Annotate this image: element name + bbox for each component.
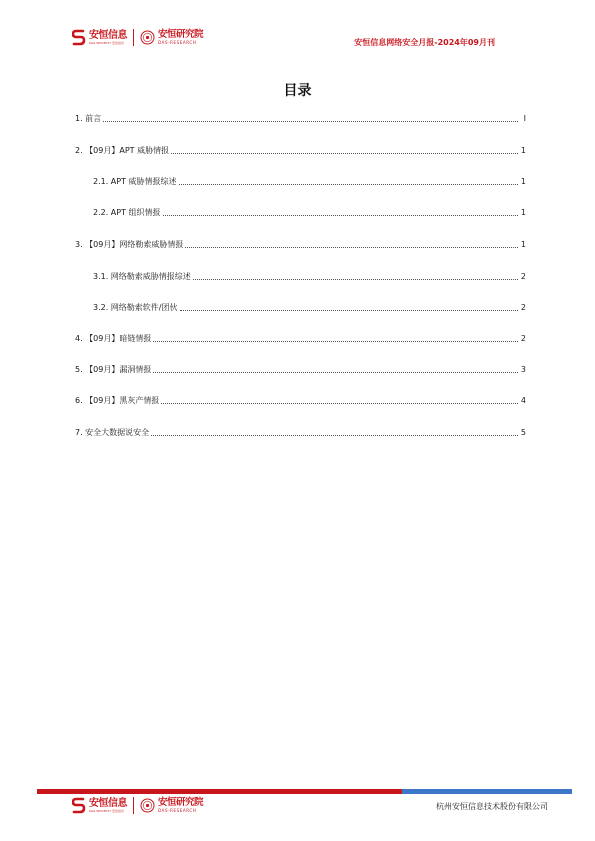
footer-bar-red xyxy=(37,789,402,794)
toc-subentry[interactable] xyxy=(75,173,526,187)
research-name: 安恒研究院 xyxy=(158,797,204,808)
toc-leader-dots xyxy=(103,120,518,122)
toc-entry-label: 7. 安全大数据说安全 xyxy=(75,428,150,437)
toc-leader-dots xyxy=(151,434,518,436)
toc-leader-dots xyxy=(179,183,518,185)
logo-subtitle: DAS-SECURITY 安恒信息 xyxy=(89,809,124,813)
footer-company-name: 杭州安恒信息技术股份有限公司 xyxy=(436,802,548,811)
logo-separator xyxy=(133,797,134,814)
toc-leader-dots xyxy=(153,371,518,373)
toc-subentry[interactable] xyxy=(75,204,526,218)
logo-name: 安恒信息 xyxy=(89,30,127,41)
das-logo-icon xyxy=(72,29,86,46)
toc-title: 目录 xyxy=(283,83,312,99)
toc-entry[interactable] xyxy=(75,330,526,344)
toc-leader-dots xyxy=(185,246,518,248)
toc-leader-dots xyxy=(161,402,518,404)
das-logo-icon xyxy=(72,797,86,814)
toc-entry-page: 4 xyxy=(520,396,526,405)
toc-entry-label: 3. 【09月】网络勒索威胁情报 xyxy=(75,240,184,249)
toc-entry-page: 2 xyxy=(520,303,526,312)
research-seal-icon xyxy=(140,798,155,813)
toc-leader-dots xyxy=(193,278,518,280)
toc-entry-page: 1 xyxy=(520,177,526,186)
toc-entry[interactable] xyxy=(75,361,526,375)
logo-separator xyxy=(133,29,134,46)
research-subtitle: DAS-RESEARCH xyxy=(158,808,197,813)
toc-entry-page: 1 xyxy=(520,208,526,217)
research-name: 安恒研究院 xyxy=(158,29,204,40)
toc-entry-label: 4. 【09月】暗链情报 xyxy=(75,334,152,343)
research-seal-icon xyxy=(140,30,155,45)
toc-entry-label: 2.2. APT 组织情报 xyxy=(93,208,161,217)
toc-entry[interactable] xyxy=(75,424,526,438)
toc-entry-page: 5 xyxy=(520,428,526,437)
toc-entry-page: 1 xyxy=(520,240,526,249)
toc-leader-dots xyxy=(153,340,518,342)
toc-entry-page: 1 xyxy=(520,146,526,155)
toc-entry-label: 2. 【09月】APT 威胁情报 xyxy=(75,146,170,155)
toc-entry-label: 2.1. APT 威胁情报综述 xyxy=(93,177,177,186)
toc-entry[interactable] xyxy=(75,142,526,156)
toc-entry-label: 3.2. 网络勒索软件/团伙 xyxy=(93,303,178,312)
toc-entry[interactable] xyxy=(75,236,526,250)
toc-subentry[interactable] xyxy=(75,299,526,313)
footer-color-bar xyxy=(37,789,572,794)
toc-leader-dots xyxy=(180,309,518,311)
toc-entry-label: 1. 前言 xyxy=(75,114,102,123)
toc-subentry[interactable] xyxy=(75,268,526,282)
toc-entry-label: 3.1. 网络勒索威胁情报综述 xyxy=(93,272,191,281)
toc-entry-label: 5. 【09月】漏洞情报 xyxy=(75,365,152,374)
logo-name: 安恒信息 xyxy=(89,798,127,809)
report-header-title: 安恒信息网络安全月报-2024年09月刊 xyxy=(354,38,495,47)
toc-entry[interactable] xyxy=(75,392,526,406)
logo-subtitle: DAS-SECURITY 安恒信息 xyxy=(89,41,124,45)
footer-logo xyxy=(72,797,203,814)
toc-leader-dots xyxy=(163,214,518,216)
toc-leader-dots xyxy=(171,152,518,154)
footer-bar-blue xyxy=(402,789,572,794)
toc-entry-page: 2 xyxy=(520,334,526,343)
research-subtitle: DAS-RESEARCH xyxy=(158,40,197,45)
toc-entry-page: 2 xyxy=(520,272,526,281)
toc-entry-page: 3 xyxy=(520,365,526,374)
toc-entry[interactable] xyxy=(75,110,526,124)
header-logo xyxy=(72,29,203,46)
toc-entry-label: 6. 【09月】黑灰产情报 xyxy=(75,396,160,405)
toc-entry-page: I xyxy=(523,114,526,123)
